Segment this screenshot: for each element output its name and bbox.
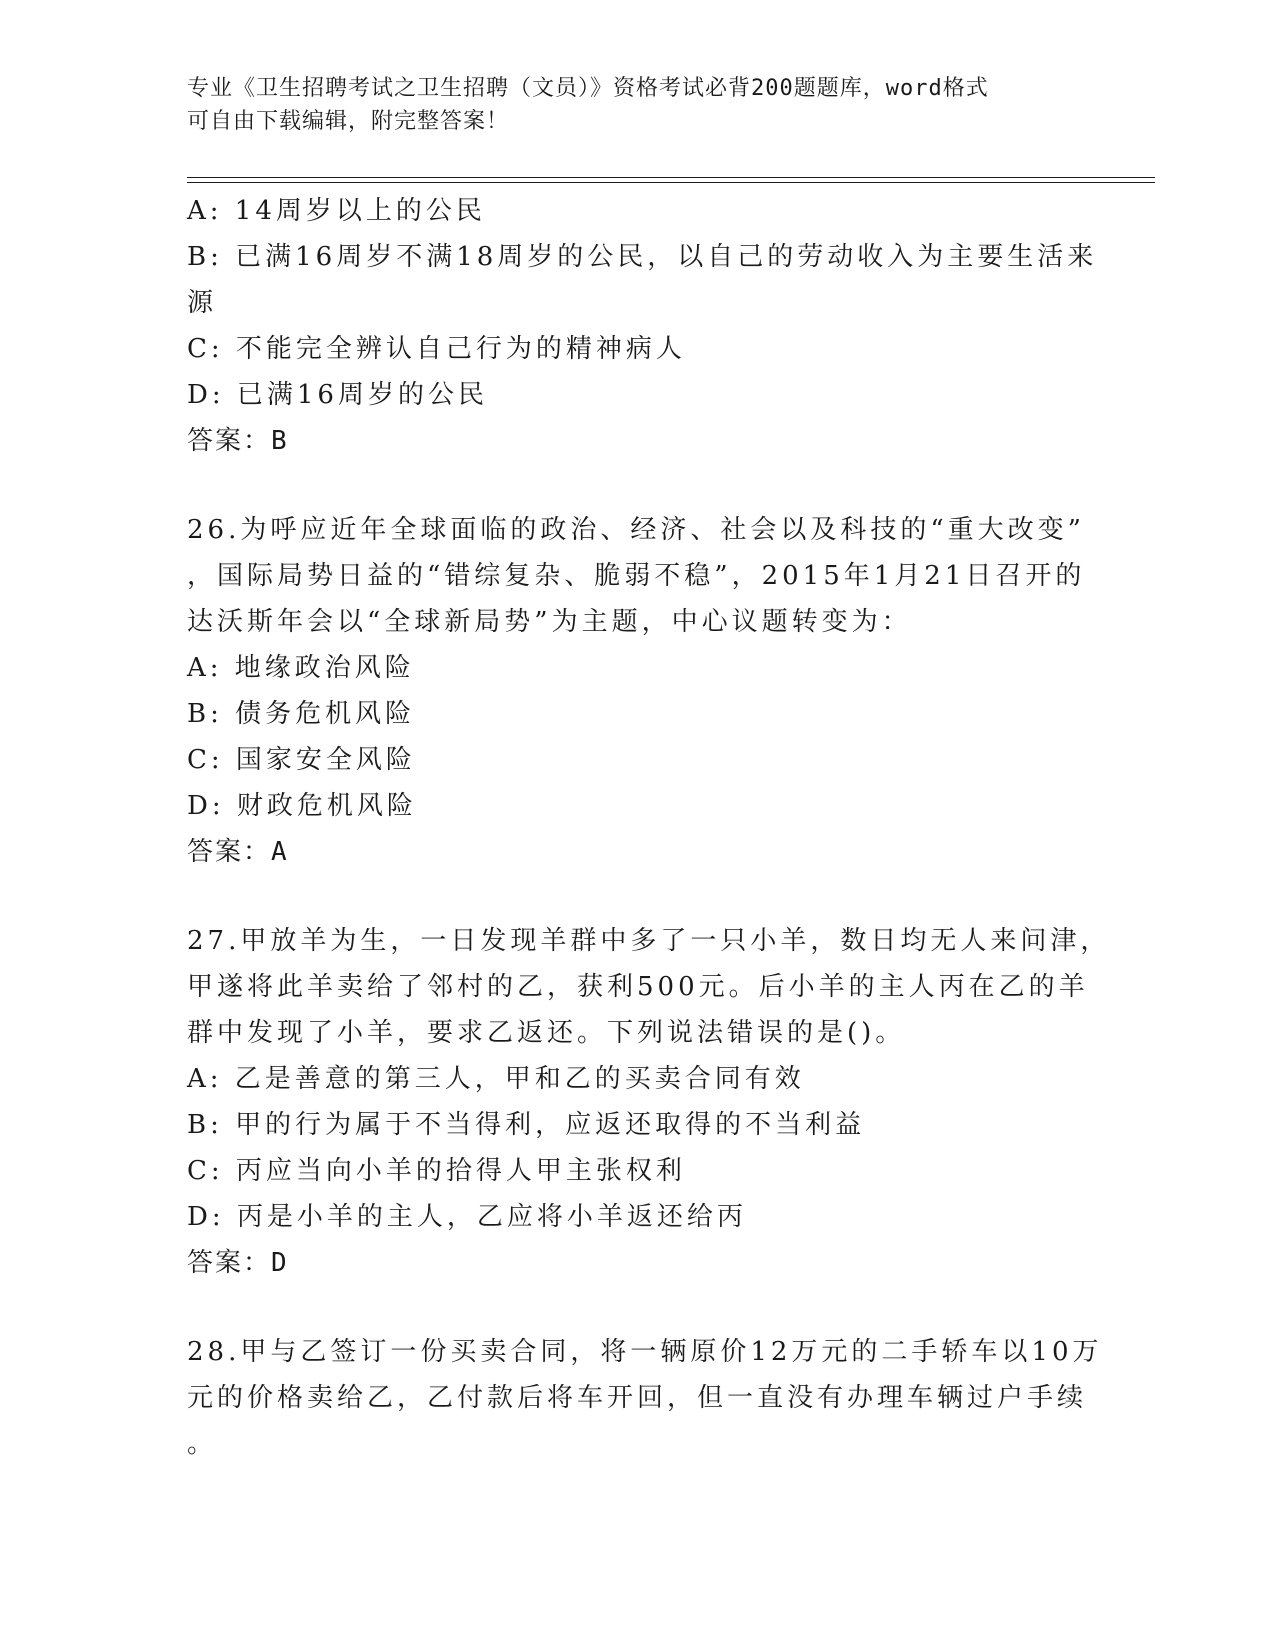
question-26 [187,507,1087,875]
question-stem-line: 群中发现了小羊，要求乙返还。下列说法错误的是()。 [187,1018,906,1048]
option-d: D: 已满16周岁的公民 [187,380,488,410]
header-divider-bottom [187,182,1155,183]
document-body [187,188,1111,1467]
question-27 [187,918,1111,1286]
option-d: D: 丙是小羊的主人，乙应将小羊返还给丙 [187,1202,747,1232]
document-header [187,72,1067,138]
option-c: C: 不能完全辨认自己行为的精神病人 [187,334,686,364]
question-stem-line: 甲遂将此羊卖给了邻村的乙，获利500元。后小羊的主人丙在乙的羊 [187,972,1089,1002]
spacer [187,875,1087,918]
answer-line: 答案：D [187,1248,289,1278]
option-b-continued: 源 [187,288,218,318]
option-c: C: 国家安全风险 [187,745,416,775]
option-a: A: 14周岁以上的公民 [187,196,486,226]
option-b: B: 甲的行为属于不当得利，应返还取得的不当利益 [187,1110,866,1140]
option-a: A: 地缘政治风险 [187,653,415,683]
header-line-2: 可自由下载编辑，附完整答案！ [187,109,510,134]
question-stem-line: 达沃斯年会以“全球新局势”为主题，中心议题转变为： [187,607,912,637]
question-stem-line: 元的价格卖给乙，乙付款后将车开回，但一直没有办理车辆过户手续 [187,1383,1088,1413]
option-a: A: 乙是善意的第三人，甲和乙的买卖合同有效 [187,1064,805,1094]
spacer [187,464,1087,507]
answer-line: 答案：A [187,837,289,867]
option-c: C: 丙应当向小羊的拾得人甲主张权利 [187,1156,686,1186]
question-25-continued [187,188,1098,464]
question-stem-line: 27.甲放羊为生，一日发现羊群中多了一只小羊，数日均无人来问津， [187,926,1111,956]
answer-line: 答案：B [187,426,289,456]
question-stem-line: ，国际局势日益的“错综复杂、脆弱不稳”，2015年1月21日召开的 [187,561,1086,591]
option-b: B: 已满16周岁不满18周岁的公民，以自己的劳动收入为主要生活来 [187,242,1098,272]
header-divider-top [187,177,1155,178]
option-d: D: 财政危机风险 [187,791,417,821]
header-line-1: 专业《卫生招聘考试之卫生招聘（文员）》资格考试必背200题题库，word格式 [187,76,989,101]
question-stem-line: 28.甲与乙签订一份买卖合同，将一辆原价12万元的二手轿车以10万 [187,1337,1103,1367]
option-b: B: 债务危机风险 [187,699,416,729]
question-stem-line: 。 [187,1429,218,1459]
question-28 [187,1329,1103,1467]
spacer [187,1286,1087,1329]
question-stem-line: 26.为呼应近年全球面临的政治、经济、社会以及科技的“重大改变” [187,515,1085,545]
